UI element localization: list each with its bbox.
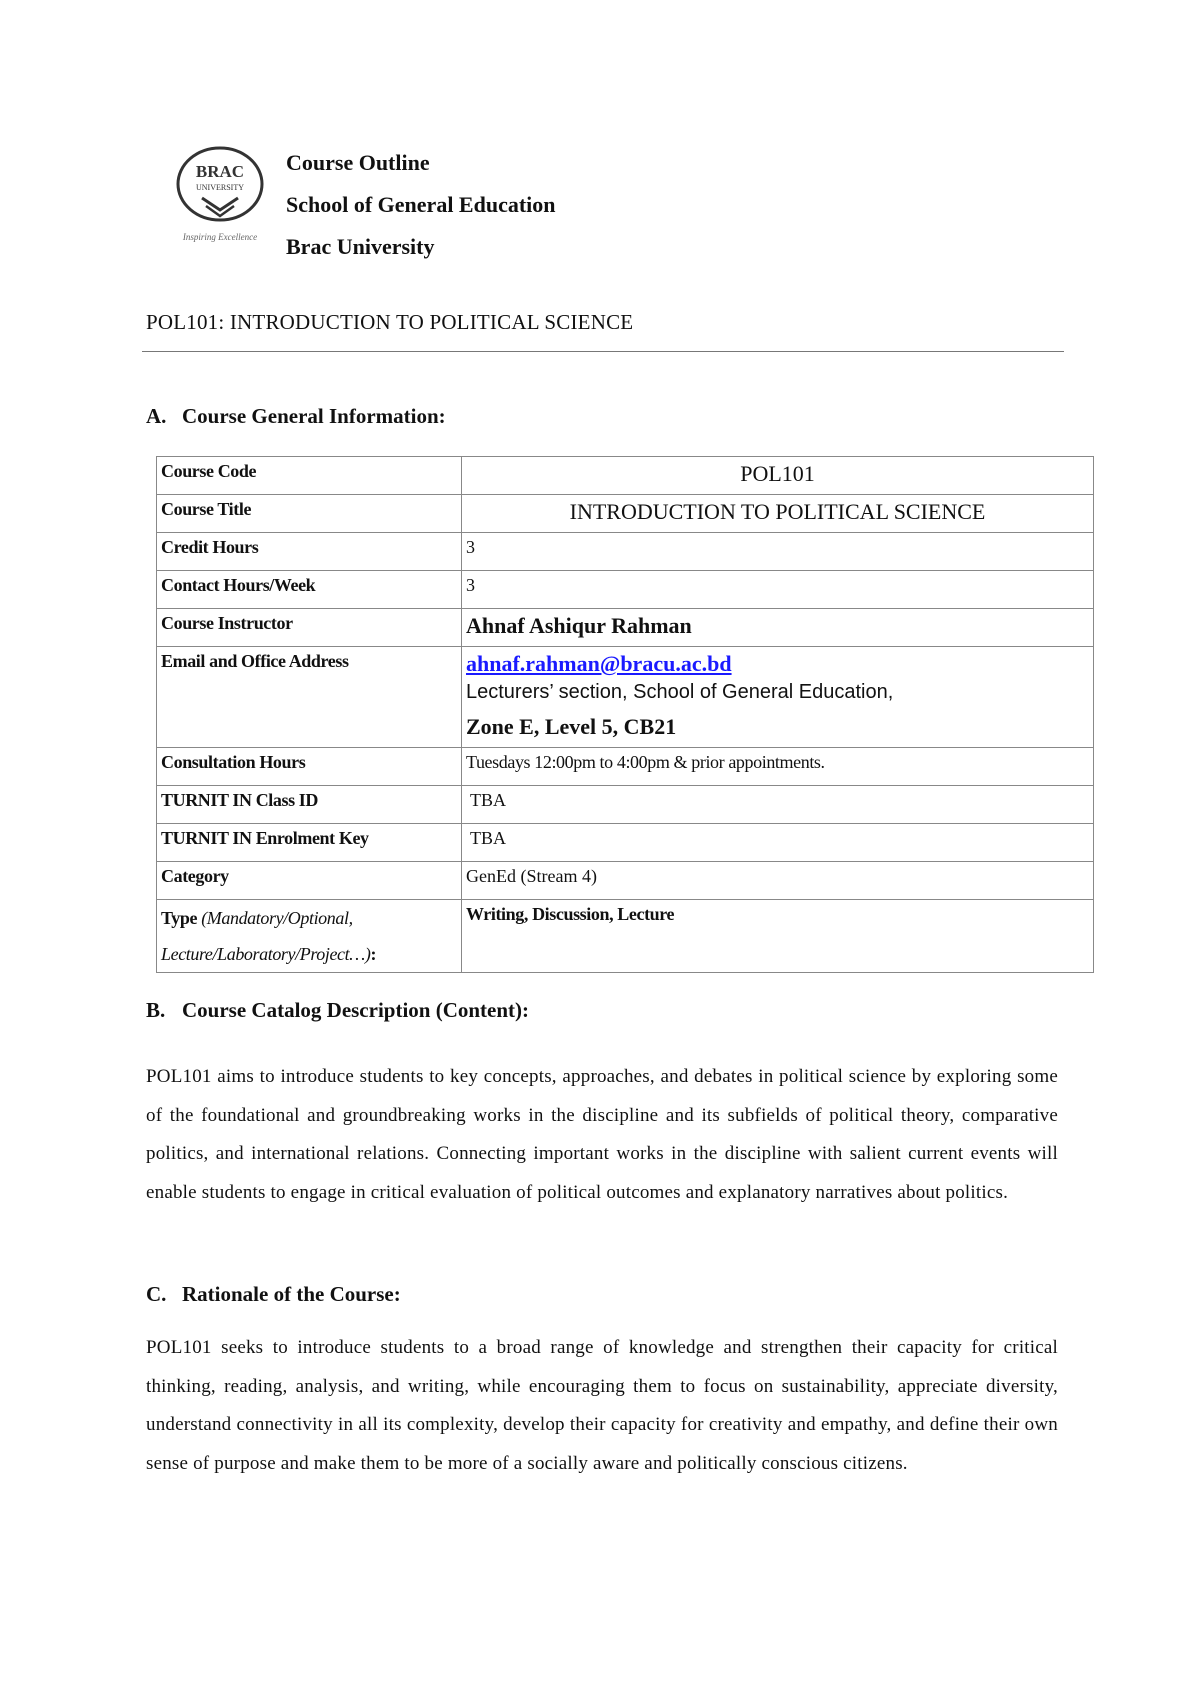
contact-hours-value: 3 [462,571,1094,609]
section-a-letter: A. [146,404,167,428]
header-school: School of General Education [286,192,556,217]
section-b-title [146,998,529,1023]
turnitin-id-label: TURNIT IN Class ID [157,786,462,824]
section-b-letter: B. [146,998,166,1022]
contact-hours-label: Contact Hours/Week [157,571,462,609]
category-label: Category [157,862,462,900]
heading-divider [142,351,1064,352]
instructor-label: Course Instructor [157,609,462,647]
table-row-course-code [157,457,1094,495]
turnitin-id-value: TBA [462,786,1094,824]
course-code-label: Course Code [157,457,462,495]
course-info-table [156,456,1094,973]
table-row-type [157,900,1094,973]
brac-university-logo [160,140,280,250]
course-heading: POL101: INTRODUCTION TO POLITICAL SCIENCE [146,310,634,334]
section-c-heading: Rationale of the Course: [182,1282,401,1306]
document-header [286,142,556,268]
section-b-heading: Course Catalog Description (Content): [182,998,530,1022]
table-row-turnitin-key [157,824,1094,862]
header-course-outline: Course Outline [286,150,430,175]
section-c-letter: C. [146,1282,167,1306]
consultation-value: Tuesdays 12:00pm to 4:00pm & prior appointments. [462,748,1094,786]
consultation-label: Consultation Hours [157,748,462,786]
type-value: Writing, Discussion, Lecture [462,900,1094,973]
catalog-description: POL101 aims to introduce students to key concepts, approaches, and debates in political science by exploring some of the foundational and groundbreaking works in the discipline and its subfields of political theory, comparative politics, and international relations. Connecting important works in the discipline with salient current events will enable students to engage in critical evaluation of political outcomes and explanatory narratives about politics. [146,1066,1058,1203]
course-title-label: Course Title [157,495,462,533]
section-c-title [146,1282,401,1307]
office-line-1: Lecturers’ section, School of General Education, [466,681,894,703]
table-row-contact-hours [157,571,1094,609]
email-office-value [462,647,1094,748]
credit-hours-value: 3 [462,533,1094,571]
table-row-category [157,862,1094,900]
table-row-email-office [157,647,1094,748]
office-line-2: Zone E, Level 5, CB21 [466,714,677,739]
turnitin-key-label: TURNIT IN Enrolment Key [157,824,462,862]
turnitin-key-value: TBA [462,824,1094,862]
section-a-title [146,404,446,429]
logo-text-university: UNIVERSITY [196,183,244,192]
type-label-main: Type [161,908,198,928]
course-title-value: INTRODUCTION TO POLITICAL SCIENCE [462,495,1094,533]
table-row-course-title [157,495,1094,533]
course-rationale: POL101 seeks to introduce students to a broad range of knowledge and strengthen their capacity for critical thinking, reading, analysis, and writing, while encouraging them to focus on sustainability, appreciate diversity, understand connectivity in all its complexity, develop their capacity for creativity and empathy, and define their own sense of purpose and make them to be more of a socially aware and politically conscious citizens. [146,1337,1058,1474]
type-label-note: (Mandatory/Optional, Lecture/Laboratory/Project…) [161,908,371,964]
type-label [157,900,462,973]
table-row-turnitin-id [157,786,1094,824]
table-row-consultation [157,748,1094,786]
logo-tagline: Inspiring Excellence [182,232,258,242]
header-university: Brac University [286,234,435,259]
credit-hours-label: Credit Hours [157,533,462,571]
type-label-colon: : [370,944,377,964]
logo-text-brac: BRAC [195,162,245,181]
course-code-value: POL101 [462,457,1094,495]
category-value: GenEd (Stream 4) [462,862,1094,900]
instructor-value: Ahnaf Ashiqur Rahman [462,609,1094,647]
instructor-email-link[interactable]: ahnaf.rahman@bracu.ac.bd [466,651,732,676]
section-a-heading: Course General Information: [182,404,446,428]
table-row-credit-hours [157,533,1094,571]
table-row-instructor [157,609,1094,647]
email-office-label: Email and Office Address [157,647,462,748]
